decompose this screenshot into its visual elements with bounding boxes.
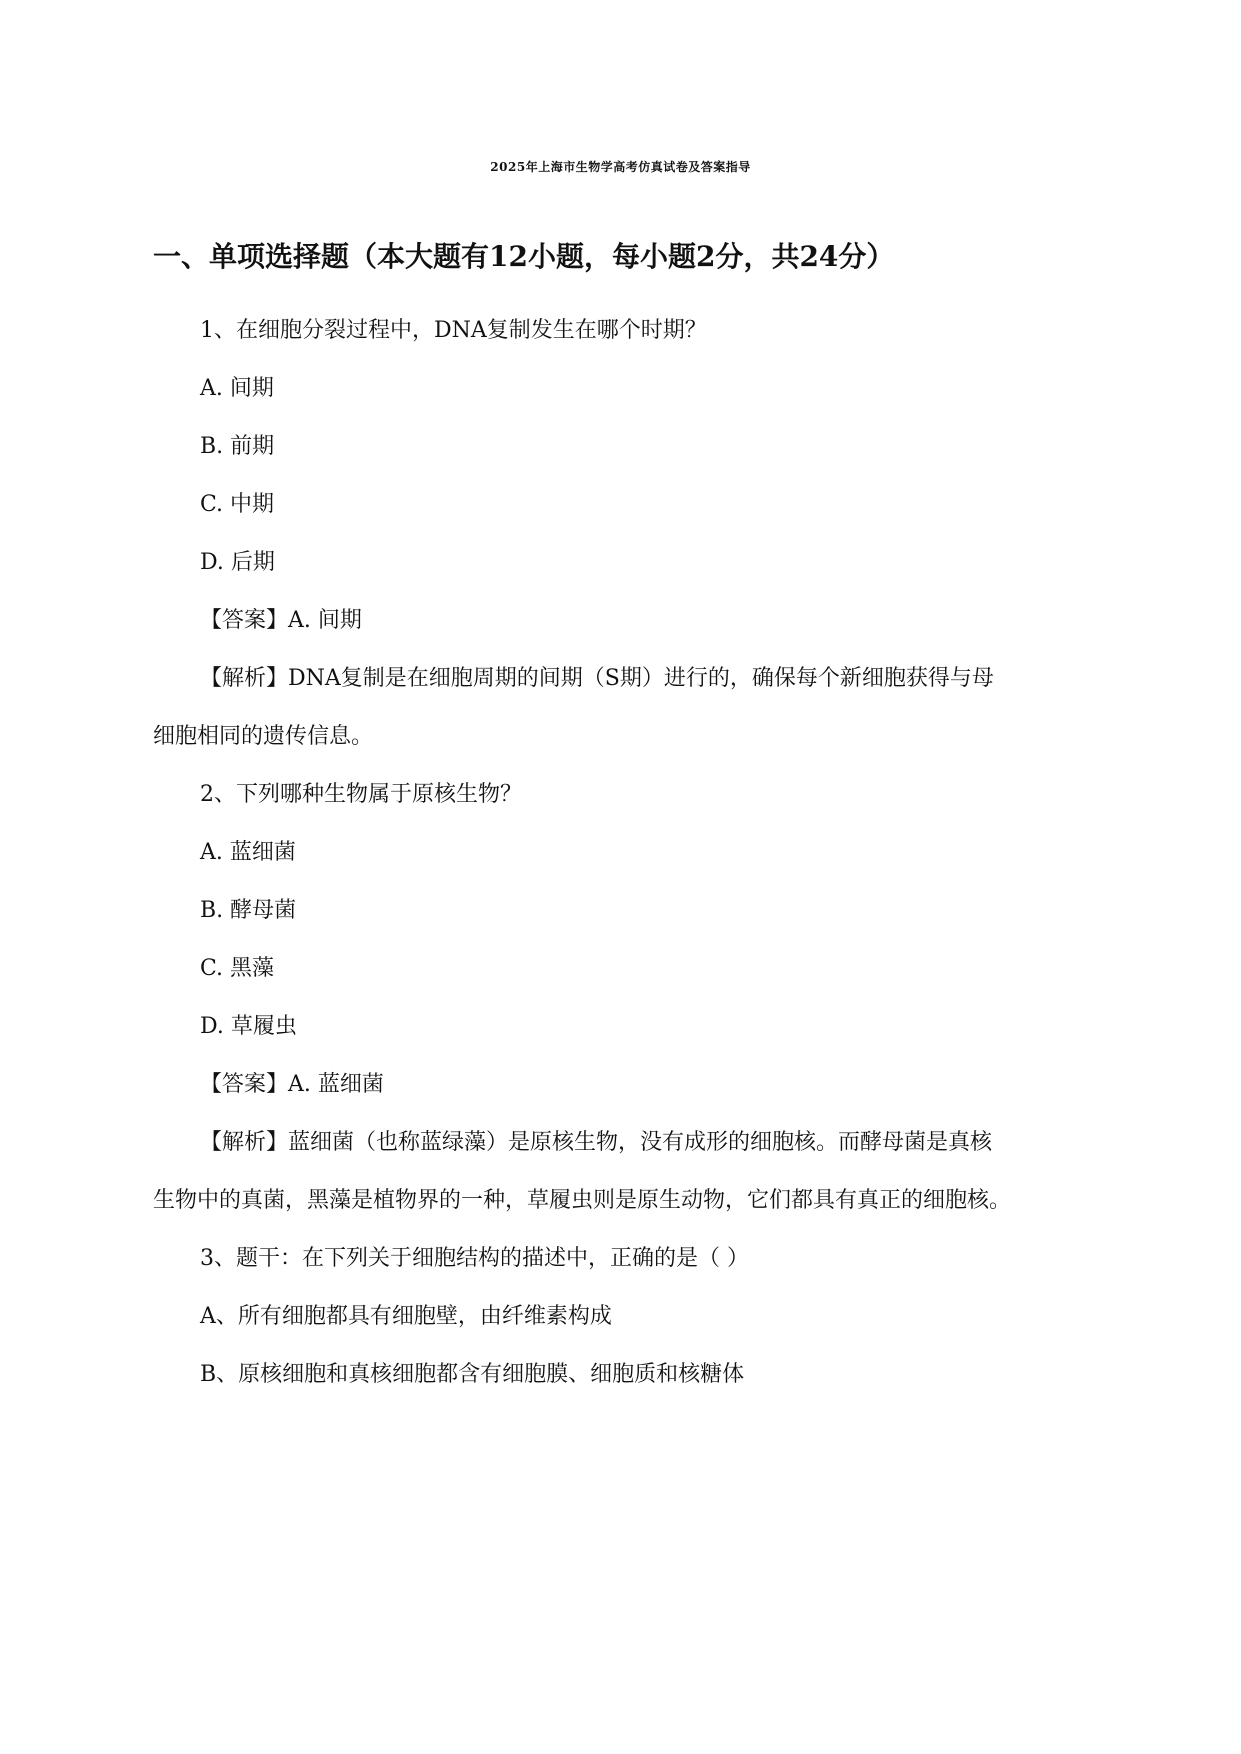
question-2-explanation-line-1: 【解析】蓝细菌（也称蓝绿藻）是原核生物，没有成形的细胞核。而酵母菌是真核 (200, 1130, 993, 1155)
question-2-option-d: D. 草履虫 (200, 1014, 297, 1039)
question-1-option-a: A. 间期 (200, 376, 274, 401)
question-2-option-b: B. 酵母菌 (200, 898, 297, 923)
question-1-option-c: C. 中期 (200, 492, 275, 517)
question-2-answer: 【答案】A. 蓝细菌 (200, 1072, 384, 1097)
question-3-option-b: B、原核细胞和真核细胞都含有细胞膜、细胞质和核糖体 (200, 1362, 745, 1387)
page-title: 2025年上海市生物学高考仿真试卷及答案指导 (490, 160, 751, 174)
question-3-stem: 3、题干：在下列关于细胞结构的描述中，正确的是（ ） (200, 1246, 749, 1271)
question-1-answer: 【答案】A. 间期 (200, 608, 362, 633)
question-1-stem: 1、在细胞分裂过程中，DNA复制发生在哪个时期？ (200, 318, 707, 343)
section-heading: 一、单项选择题（本大题有12小题，每小题2分，共24分） (153, 240, 895, 273)
question-1-explanation-line-2: 细胞相同的遗传信息。 (153, 724, 374, 749)
question-1-option-b: B. 前期 (200, 434, 275, 459)
question-1-explanation-line-1: 【解析】DNA复制是在细胞周期的间期（S期）进行的，确保每个新细胞获得与母 (200, 666, 994, 691)
question-1-option-d: D. 后期 (200, 550, 275, 575)
question-2-option-c: C. 黑藻 (200, 956, 275, 981)
question-2-explanation-line-2: 生物中的真菌，黑藻是植物界的一种，草履虫则是原生动物，它们都具有真正的细胞核。 (153, 1188, 1012, 1213)
question-2-stem: 2、下列哪种生物属于原核生物？ (200, 782, 522, 807)
question-2-option-a: A. 蓝细菌 (200, 840, 296, 865)
question-3-option-a: A、所有细胞都具有细胞壁，由纤维素构成 (200, 1304, 612, 1329)
